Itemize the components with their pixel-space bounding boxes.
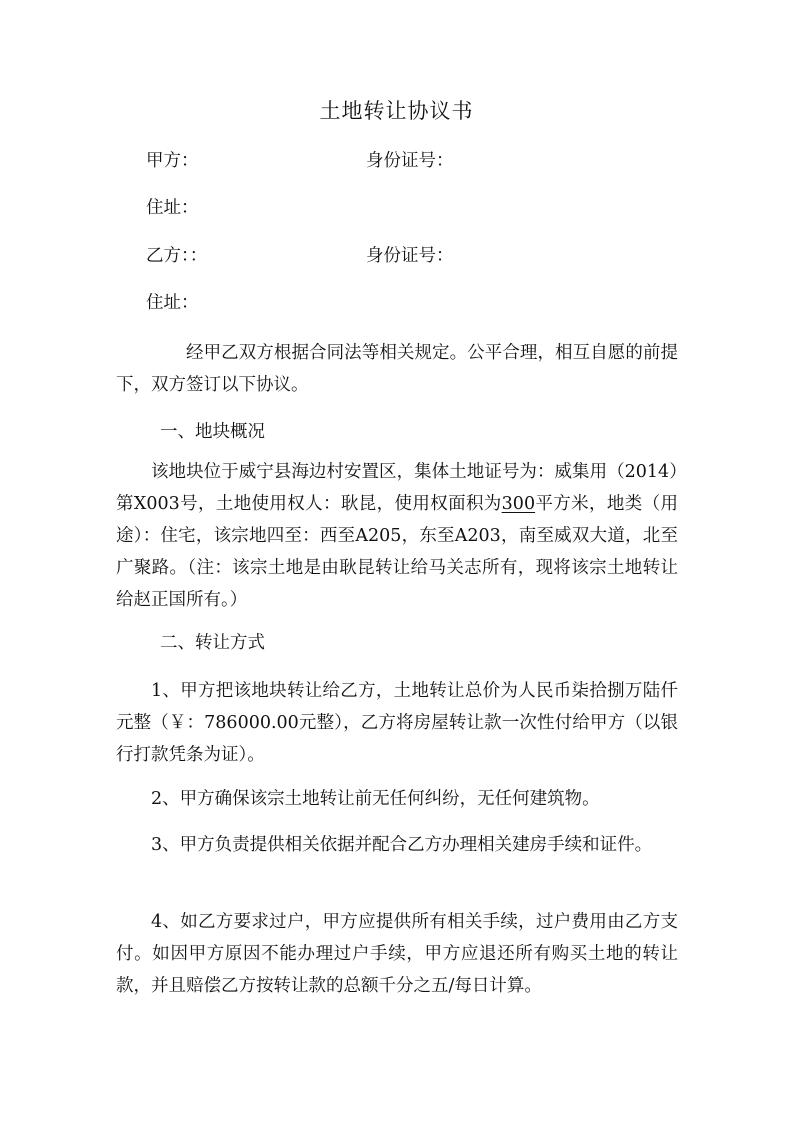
section2-heading: 二、转让方式 — [160, 633, 265, 653]
section1-heading: 一、地块概况 — [160, 422, 265, 442]
document-title: 土地转让协议书 — [319, 99, 474, 123]
clause-2: 2、甲方确保该宗土地转让前无任何纠纷，无任何建筑物。 — [151, 789, 600, 809]
party-a-label: 甲方： — [146, 151, 199, 171]
party-a-address-label: 住址： — [146, 198, 199, 218]
party-b-label: 乙方：： — [146, 246, 208, 266]
clause-1: 1、甲方把该地块转让给乙方，土地转让总价为人民币柒拾捌万陆仟元整（￥：786000.00元整），乙方将房屋转让款一次性付给甲方（以银行打款凭条为证）。 — [116, 681, 678, 765]
party-b-id-label: 身份证号： — [366, 246, 454, 266]
clause-3: 3、甲方负责提供相关依据并配合乙方办理相关建房手续和证件。 — [151, 835, 653, 855]
intro-paragraph: 经甲乙双方根据合同法等相关规定。公平合理，相互自愿的前提下，双方签订以下协议。 — [116, 343, 678, 395]
party-b-address-label: 住址： — [146, 293, 199, 313]
section1-text-b: 平方米，地类（用途）：住宅，该宗地四至：西至A205，东至A203，南至威双大道，北至广聚路。（注：该宗土地是由耿昆转让给马关志所有，现将该宗土地转让给赵正国所有。） — [116, 494, 679, 610]
party-a-id-label: 身份证号： — [366, 151, 454, 171]
clause-4: 4、如乙方要求过户，甲方应提供所有相关手续，过户费用由乙方支付。如因甲方原因不能办理过户手续，甲方应退还所有购买土地的转让款，并且赔偿乙方按转让款的总额千分之五/每日计算。 — [116, 912, 678, 996]
section1-area: 300 — [501, 494, 536, 514]
section1-text-a: 该地块位于威宁县海边村安置区，集体土地证号为：威集用（2014）第X003号，土地使用权人：耿昆，使用权面积为 — [116, 462, 678, 514]
section1-paragraph — [116, 456, 678, 616]
